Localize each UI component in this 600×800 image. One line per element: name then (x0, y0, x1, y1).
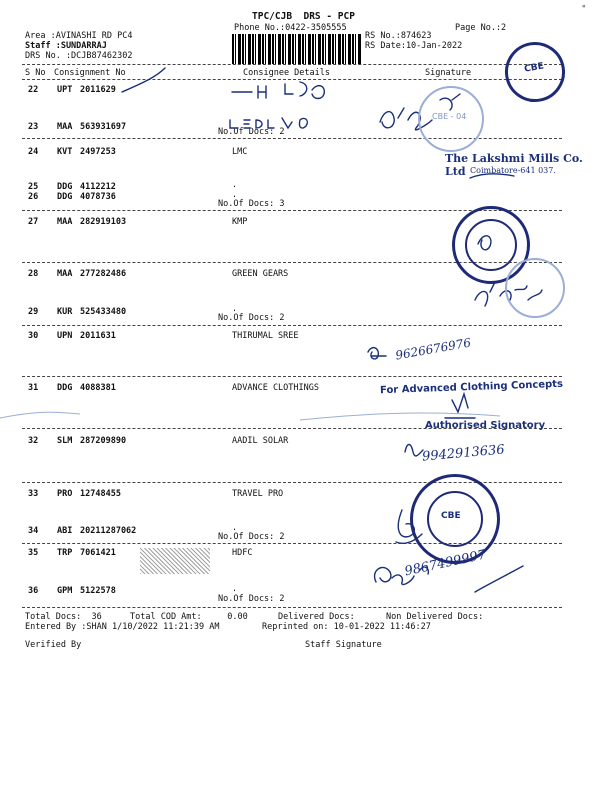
row-sno: 32 (28, 436, 39, 446)
row-code: UPN (57, 331, 73, 341)
page-number: Page No.:2 (455, 23, 507, 33)
scan-artifact (300, 413, 500, 420)
row-code: MAA (57, 217, 73, 227)
row-code: DDG (57, 182, 73, 192)
col-consignment: Consignment No (54, 68, 126, 78)
staff-field: Staff :SUNDARRAJ (25, 41, 107, 51)
signature-22 (232, 82, 324, 99)
company-seal-stamp: CBE (500, 37, 570, 107)
document-title: TPC/CJB DRS - PCP (252, 11, 355, 22)
row-consignee: LMC (232, 147, 248, 157)
col-signature: Signature (425, 68, 472, 78)
row-consignee: TRAVEL PRO (232, 489, 284, 499)
row-consignee: . (232, 584, 238, 594)
authorised-signatory-stamp: Authorised Signatory (425, 420, 546, 431)
row-consignment: 287209890 (80, 436, 127, 446)
row-code: DDG (57, 192, 73, 202)
row-consignee: ADVANCE CLOTHINGS (232, 383, 319, 393)
faint-seal-stamp (505, 258, 565, 318)
row-code: KUR (57, 307, 73, 317)
row-sno: 25 (28, 182, 39, 192)
area-field: Area :AVINASHI RD PC4 (25, 31, 133, 41)
row-sno: 26 (28, 192, 39, 202)
verified-by: Verified By (25, 640, 82, 650)
non-delivered-docs: Non Delivered Docs: (386, 612, 484, 622)
row-consignment: 4112212 (80, 182, 116, 192)
col-sno: S No (25, 68, 46, 78)
delivered-docs: Delivered Docs: (278, 612, 355, 622)
row-sno: 30 (28, 331, 39, 341)
row-consignee: . (232, 180, 238, 190)
faint-seal-stamp: CBE - 04 (418, 86, 484, 152)
row-code: SLM (57, 436, 73, 446)
travel-seal-stamp: CBE (410, 474, 500, 564)
row-consignee: . (232, 190, 238, 200)
row-sno: 31 (28, 383, 39, 393)
row-code: KVT (57, 147, 73, 157)
rs-number: RS No.:874623 (365, 31, 432, 41)
total-cod: Total COD Amt: 0.00 (130, 612, 248, 622)
row-consignment: 12748455 (80, 489, 121, 499)
row-consignee: GREEN GEARS (232, 269, 289, 279)
row-consignment: 20211287062 (80, 526, 137, 536)
row-docs: No.Of Docs: 3 (218, 199, 285, 209)
row-consignment: 4088381 (80, 383, 116, 393)
row-consignee: . (232, 304, 238, 314)
company-location-stamp: Coimbatore-641 037. (470, 166, 556, 175)
row-consignee: HDFC (232, 548, 253, 558)
row-sno: 36 (28, 586, 39, 596)
row-code: ABI (57, 526, 73, 536)
row-sno: 27 (28, 217, 39, 227)
pen-stroke (475, 566, 523, 592)
row-sno: 33 (28, 489, 39, 499)
row-sno: 35 (28, 548, 39, 558)
row-code: GPM (57, 586, 73, 596)
row-sno: 22 (28, 85, 39, 95)
signature-23 (230, 118, 307, 128)
row-consignment: 2497253 (80, 147, 116, 157)
row-consignee: . (232, 523, 238, 533)
row-code: UPT (57, 85, 73, 95)
pen-stroke (122, 68, 165, 92)
row-docs: No.Of Docs: 2 (218, 532, 285, 542)
row-consignment: 282919103 (80, 217, 127, 227)
scan-artifact (0, 412, 80, 418)
row-sno: 29 (28, 307, 39, 317)
signature-30 (368, 348, 386, 359)
staff-signature-label: Staff Signature (305, 640, 382, 650)
row-docs: No.Of Docs: 2 (218, 127, 285, 137)
row-sno: 34 (28, 526, 39, 536)
handwritten-phone: 9626676976 (394, 335, 472, 363)
row-consignee: AADIL SOLAR (232, 436, 289, 446)
reprinted-on: Reprinted on: 10-01-2022 11:46:27 (262, 622, 431, 632)
row-consignment: 4078736 (80, 192, 116, 202)
handwritten-phone: 9867499997 (403, 547, 488, 580)
row-consignment: 7061421 (80, 548, 116, 558)
row-code: TRP (57, 548, 73, 558)
col-consignee: Consignee Details (243, 68, 330, 78)
row-consignee: THIRUMAL SREE (232, 331, 299, 341)
row-consignment: 563931697 (80, 122, 127, 132)
row-docs: No.Of Docs: 2 (218, 594, 285, 604)
row-code: MAA (57, 122, 73, 132)
entered-by: Entered By :SHAN 1/10/2022 11:21:39 AM (25, 622, 220, 632)
corner-mark: « (582, 3, 586, 10)
signature-32 (405, 445, 423, 456)
row-sno: 28 (28, 269, 39, 279)
row-sno: 24 (28, 147, 39, 157)
row-code: PRO (57, 489, 73, 499)
row-code: MAA (57, 269, 73, 279)
row-consignment: 2011631 (80, 331, 116, 341)
handwritten-phone: 9942913636 (421, 442, 506, 465)
company-name-stamp: The Lakshmi Mills Co. Ltd (445, 152, 583, 178)
phone-number: Phone No.:0422-3505555 (234, 23, 347, 33)
row-docs: No.Of Docs: 2 (218, 313, 285, 323)
row-consignment: 277282486 (80, 269, 127, 279)
drs-number: DRS No. :DCJB87462302 (25, 51, 133, 61)
row-consignee: KMP (232, 217, 248, 227)
row-consignment: 5122578 (80, 586, 116, 596)
row-sno: 23 (28, 122, 39, 132)
rs-date: RS Date:10-Jan-2022 (365, 41, 463, 51)
row-consignment: 2011629 (80, 85, 116, 95)
row-consignment: 525433480 (80, 307, 127, 317)
total-docs: Total Docs: 36 (25, 612, 102, 622)
row-code: DDG (57, 383, 73, 393)
company-name-stamp: For Advanced Clothing Concepts (379, 378, 564, 397)
